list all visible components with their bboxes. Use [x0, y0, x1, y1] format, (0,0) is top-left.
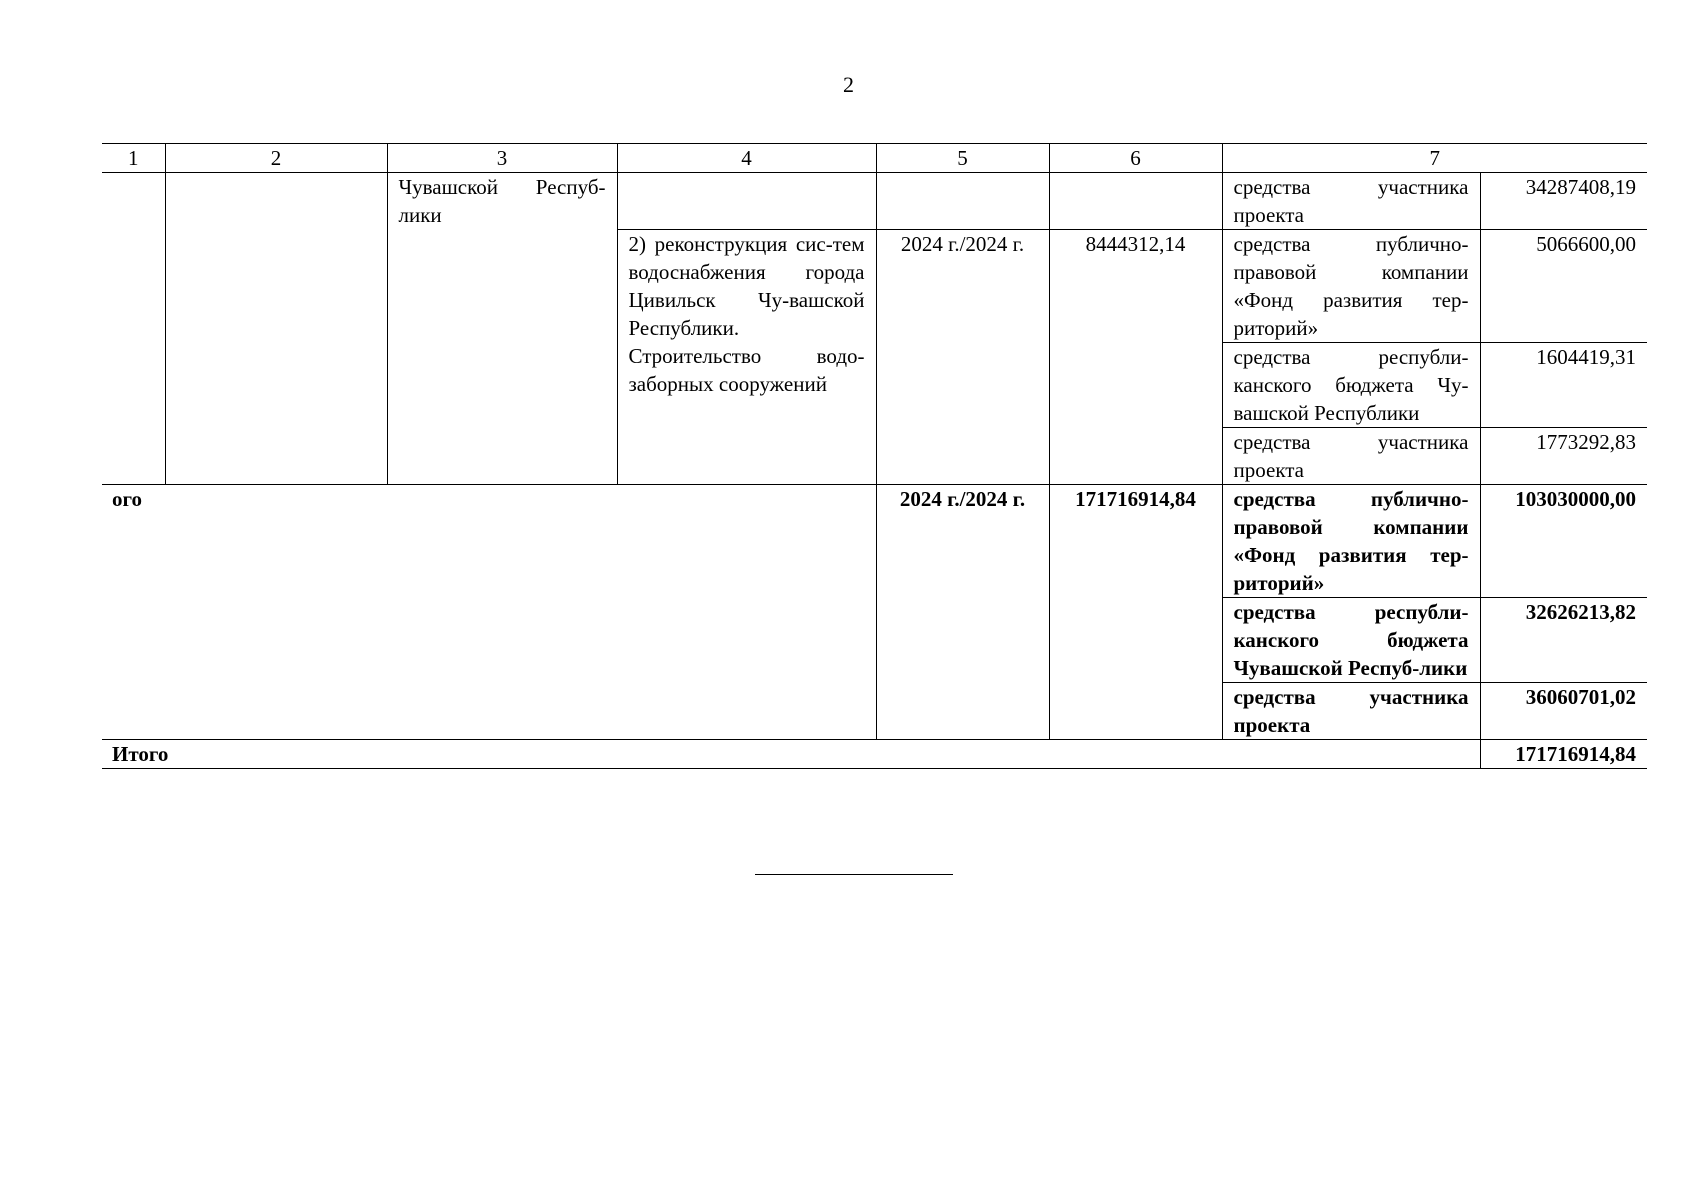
funding-source: средства участника проекта: [1222, 173, 1480, 230]
subtotal-row: [102, 485, 1647, 598]
empty-cell: [1049, 173, 1222, 230]
subtotal-amount: 32626213,82: [1480, 598, 1647, 683]
table-row: [102, 173, 1647, 230]
object-cost: 8444312,14: [1049, 230, 1222, 485]
funding-source: средства участника проекта: [1222, 428, 1480, 485]
funding-source: средства республи-канского бюджета Чу-вашской Республики: [1222, 343, 1480, 428]
empty-cell: [102, 173, 165, 485]
subtotal-source: средства участника проекта: [1222, 683, 1480, 740]
column-header-7: 7: [1222, 144, 1647, 173]
column-header-4: 4: [617, 144, 876, 173]
object-description: 2) реконструкция сис-тем водоснабжения города Цивильск Чу-вашской Республики. Строительство водо-заборных сооружений: [617, 230, 876, 485]
grand-total-row: [102, 740, 1647, 769]
subtotal-label: ого: [102, 485, 876, 740]
subtotal-source: средства публично-правовой компании «Фонд развития тер-риторий»: [1222, 485, 1480, 598]
subtotal-source: средства республи-канского бюджета Чувашской Респуб-лики: [1222, 598, 1480, 683]
funding-table: [102, 143, 1647, 769]
subtotal-amount: 103030000,00: [1480, 485, 1647, 598]
funding-amount: 1773292,83: [1480, 428, 1647, 485]
funding-source: средства публично-правовой компании «Фонд развития тер-риторий»: [1222, 230, 1480, 343]
region-cell: Чувашской Респуб-лики: [387, 173, 617, 485]
funding-amount: 1604419,31: [1480, 343, 1647, 428]
column-number-row: [102, 144, 1647, 173]
subtotal-total: 171716914,84: [1049, 485, 1222, 740]
empty-cell: [876, 173, 1049, 230]
empty-cell: [617, 173, 876, 230]
end-rule: [755, 874, 953, 875]
subtotal-amount: 36060701,02: [1480, 683, 1647, 740]
grand-total-amount: 171716914,84: [1480, 740, 1647, 769]
grand-total-label: Итого: [102, 740, 1480, 769]
funding-amount: 5066600,00: [1480, 230, 1647, 343]
page-number: 2: [843, 72, 854, 97]
funding-amount: 34287408,19: [1480, 173, 1647, 230]
empty-cell: [165, 173, 387, 485]
column-header-6: 6: [1049, 144, 1222, 173]
column-header-5: 5: [876, 144, 1049, 173]
implementation-period: 2024 г./2024 г.: [876, 230, 1049, 485]
column-header-1: 1: [102, 144, 165, 173]
column-header-3: 3: [387, 144, 617, 173]
subtotal-period: 2024 г./2024 г.: [876, 485, 1049, 740]
column-header-2: 2: [165, 144, 387, 173]
